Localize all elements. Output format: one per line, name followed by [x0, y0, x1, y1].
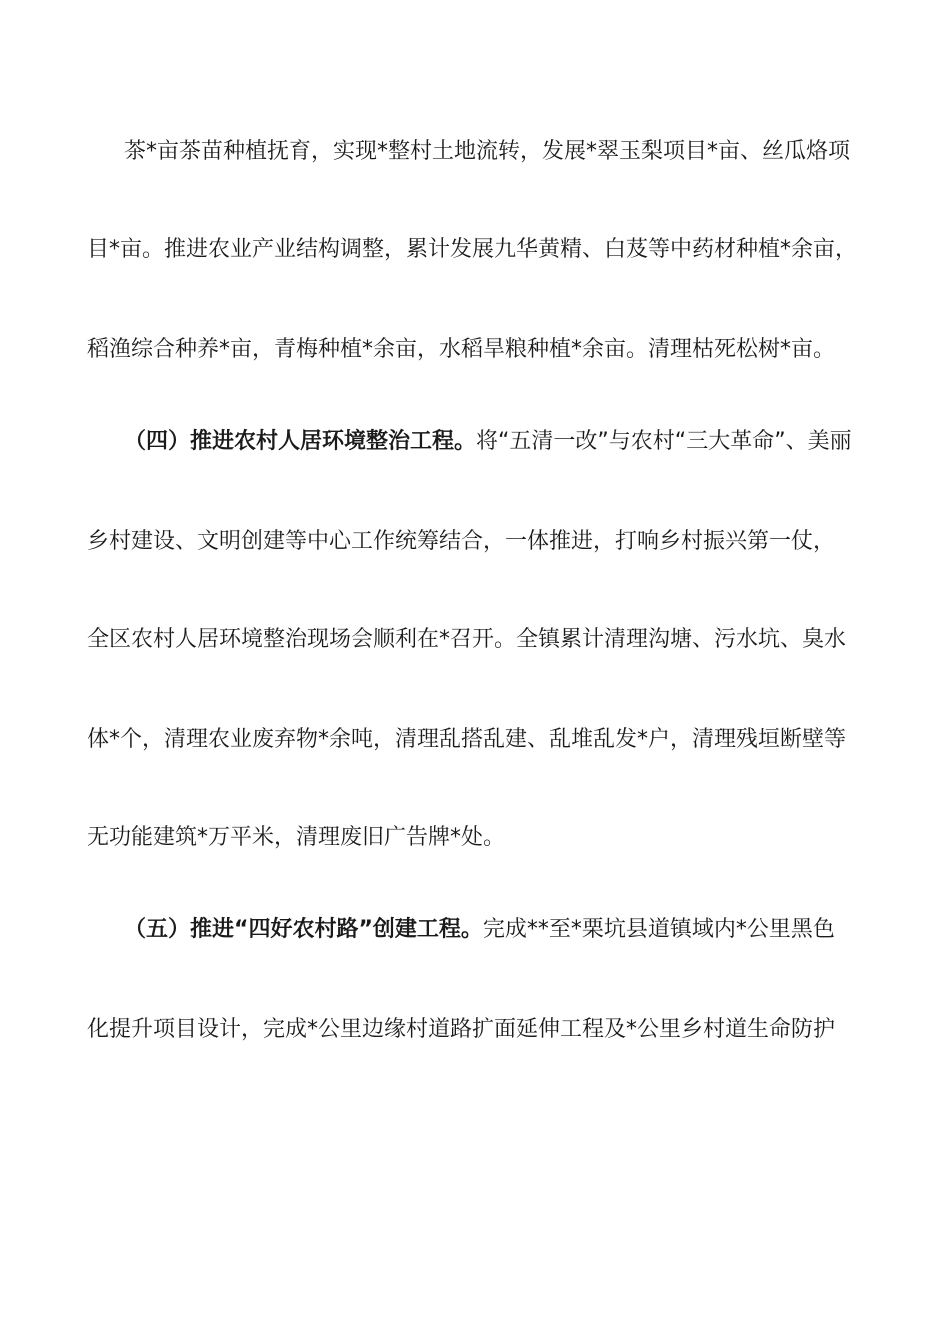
section-5-first-line [124, 915, 924, 945]
section-4-heading: （四）推进农村人居环境整治工程。 [124, 429, 477, 454]
paragraph-line: 稻渔综合种养*亩，青梅种植*余亩，水稻旱粮种植*余亩。清理枯死松树*亩。 [87, 337, 836, 362]
section-4-first-line-text: 将“五清一改”与农村“三大革命”、美丽 [476, 429, 852, 454]
paragraph-line: 茶*亩茶苗种植抚育，实现*整村土地流转，发展*翠玉梨项目*亩、丝瓜烙项 [124, 139, 851, 164]
paragraph-line: 无功能建筑*万平米，清理废旧广告牌*处。 [87, 825, 506, 850]
paragraph-line: 目*亩。推进农业产业结构调整，累计发展九华黄精、白芨等中药材种植*余亩， [87, 237, 858, 262]
section-5-heading: （五）推进“四好农村路”创建工程。 [124, 917, 483, 942]
paragraph-line: 乡村建设、文明创建等中心工作统筹结合，一体推进，打响乡村振兴第一仗， [87, 529, 836, 554]
paragraph-line: 全区农村人居环境整治现场会顺利在*召开。全镇累计清理沟塘、污水坑、臭水 [87, 627, 847, 652]
paragraph-line: 化提升项目设计，完成*公里边缘村道路扩面延伸工程及*公里乡村道生命防护 [87, 1017, 836, 1042]
paragraph-line: 体*个，清理农业废弃物*余吨，清理乱搭乱建、乱堆乱发*户，清理残垣断壁等 [87, 727, 847, 752]
section-4-first-line [124, 427, 924, 457]
section-5-first-line-text: 完成**至*栗坑县道镇域内*公里黑色 [482, 917, 835, 942]
